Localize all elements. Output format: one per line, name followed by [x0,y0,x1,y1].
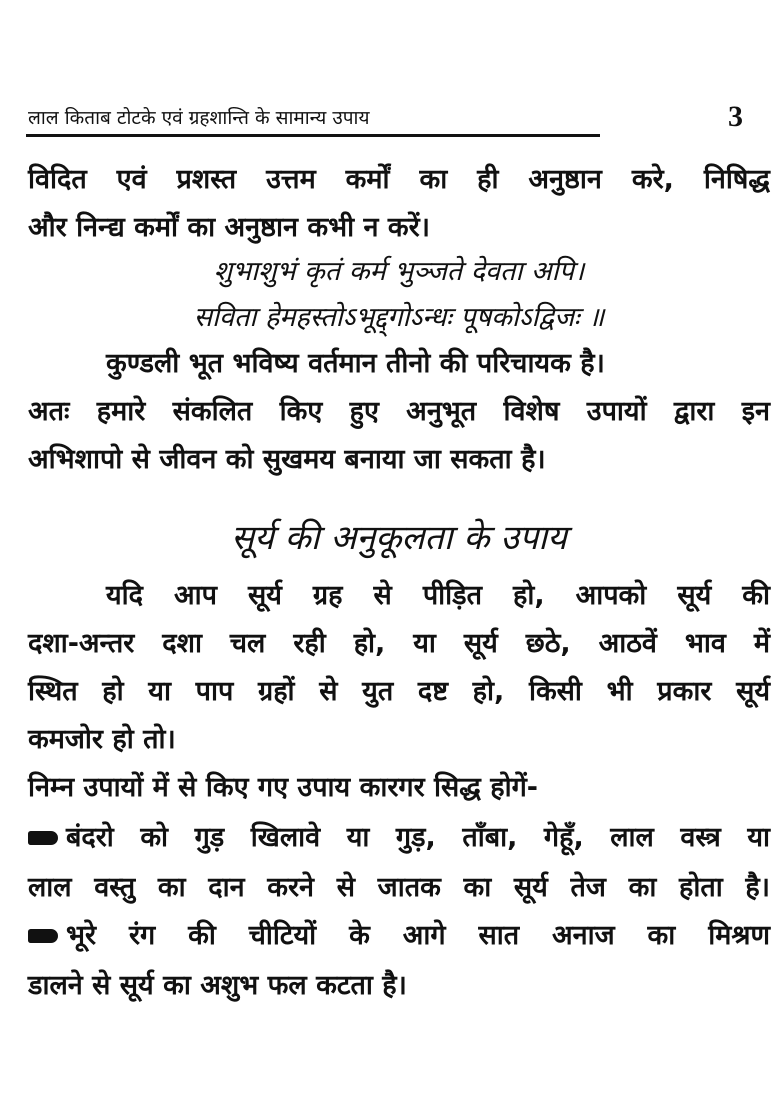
text-line: डालने से सूर्य का अशुभ फल कटता है। [28,970,407,1001]
bullet-item [28,818,770,858]
pointing-hand-icon [28,831,58,845]
page-number: 3 [728,100,743,133]
verse-line: सविता हेमहस्तोऽभूद्द्गोऽन्धः पूषकोऽद्विजः ॥ [193,302,605,333]
text-line: और निन्द्य कर्मों का अनुष्ठान कभी न करें। [28,212,430,243]
verse-line: शुभाशुभं कृतं कर्म भुञ्जते देवता अपि। [213,256,585,287]
text-line: अतः हमारे संकलित किए हुए अनुभूत विशेष उपायों द्वारा इन [28,396,770,427]
text-line: अभिशापो से जीवन को सुखमय बनाया जा सकता है। [28,444,546,475]
running-header: लाल किताब टोटके एवं ग्रहशान्ति के सामान्य उपाय [28,107,370,129]
text-line: दशा-अन्तर दशा चल रही हो, या सूर्य छठे, आठवें भाव में [28,628,770,659]
text-line: कमजोर हो तो। [28,724,176,755]
text-line: स्थित हो या पाप ग्रहों से युत दष्ट हो, किसी भी प्रकार सूर्य [28,676,770,707]
header-rule [26,134,600,137]
section-heading: सूर्य की अनुकूलता के उपाय [231,518,567,558]
text-line: निम्न उपायों में से किए गए उपाय कारगर सिद्ध होगें- [28,772,538,803]
text-line: यदि आप सूर्य ग्रह से पीड़ित हो, आपको सूर्य की [106,580,770,611]
text-line: बंदरो को गुड़ खिलावे या गुड़, ताँबा, गेहूँ, लाल वस्त्र या [66,822,770,853]
bullet-item [28,916,770,956]
text-line: कुण्डली भूत भविष्य वर्तमान तीनो की परिचायक है। [106,348,605,379]
text-line: विदित एवं प्रशस्त उत्तम कर्मों का ही अनुष्ठान करे, निषिद्ध [28,164,770,195]
text-line: भूरे रंग की चीटियों के आगे सात अनाज का मिश्रण [66,920,770,951]
text-line: लाल वस्तु का दान करने से जातक का सूर्य तेज का होता है। [28,872,770,903]
pointing-hand-icon [28,929,58,943]
